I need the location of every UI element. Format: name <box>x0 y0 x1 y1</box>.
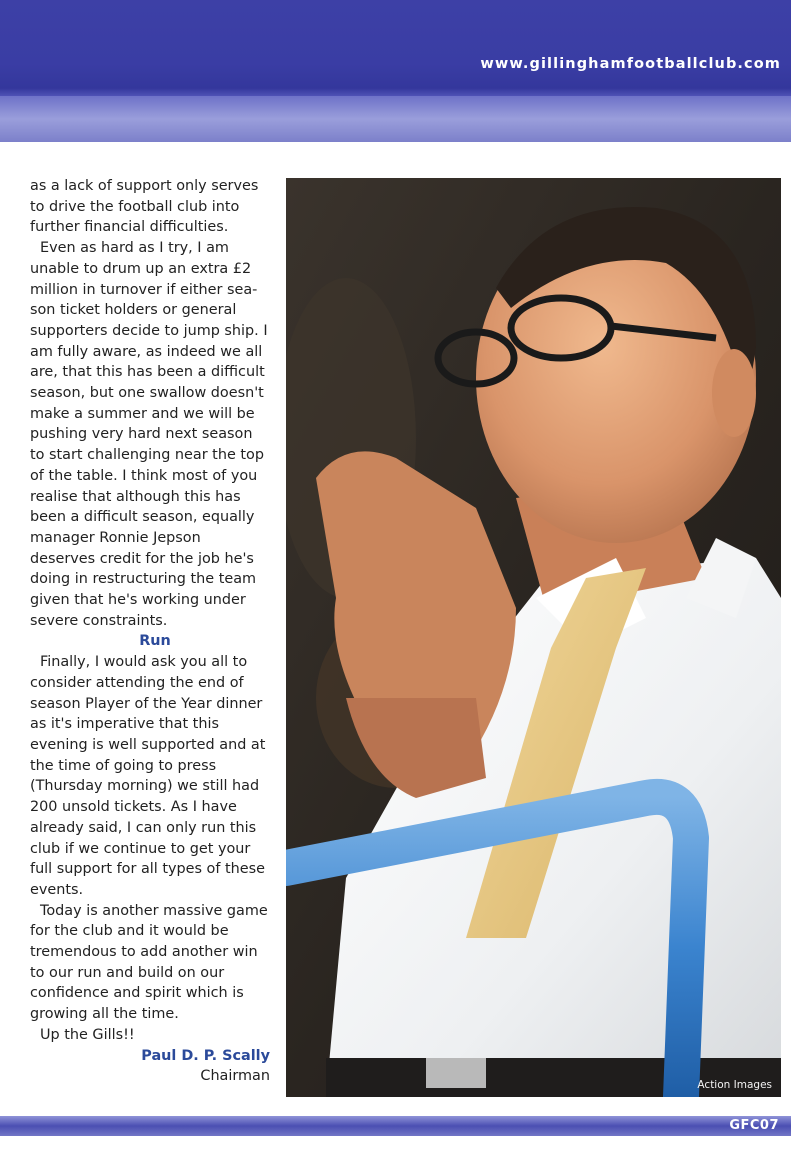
article-column <box>30 176 270 1087</box>
signoff-name: Paul D. P. Scally <box>141 1047 270 1064</box>
footer-band <box>0 1116 791 1136</box>
article-paragraph-3: Finally, I would ask you all to consider attending the end of season Player of the Year dinner as it's imperative that this evening is well supported and at the time of going to press (Thursday morning) we still had 200 unsold tickets. As I have already said, I can only run this club if we continue to get your full support for all types of these events. <box>30 654 266 898</box>
photo-illustration <box>286 178 781 1097</box>
chairman-photo <box>286 178 781 1097</box>
photo-credit: Action Images <box>697 1079 772 1091</box>
site-url: www.gillinghamfootballclub.com <box>480 56 781 72</box>
header-light-band <box>0 96 791 142</box>
article-subheading: Run <box>139 633 171 650</box>
article-paragraph-1: as a lack of support only serves to drive the football club into further financial difficulties. <box>30 178 259 236</box>
article-paragraph-2: Even as hard as I try, I am unable to drum up an extra £2 million in turnover if either sea-son ticket holders or general supporters decide to jump ship. I am fully aware, as indeed we all are, that this has been a difficult season, but one swallow doesn't make a summer and we will be pushing very hard next season to start challenging near the top of the table. I think most of you realise that although this has been a difficult season, equally manager Ronnie Jepson deserves credit for the job he's doing in restructuring the team given that he's working under severe constraints. <box>30 240 268 629</box>
signoff-role: Chairman <box>200 1068 270 1085</box>
article-paragraph-5: Up the Gills!! <box>40 1026 135 1043</box>
page-number: GFC07 <box>729 1118 779 1133</box>
header-banner <box>0 0 791 142</box>
article-paragraph-4: Today is another massive game for the club and it would be tremendous to add another win to our run and build on our confidence and spirit which is growing all the time. <box>30 902 268 1023</box>
